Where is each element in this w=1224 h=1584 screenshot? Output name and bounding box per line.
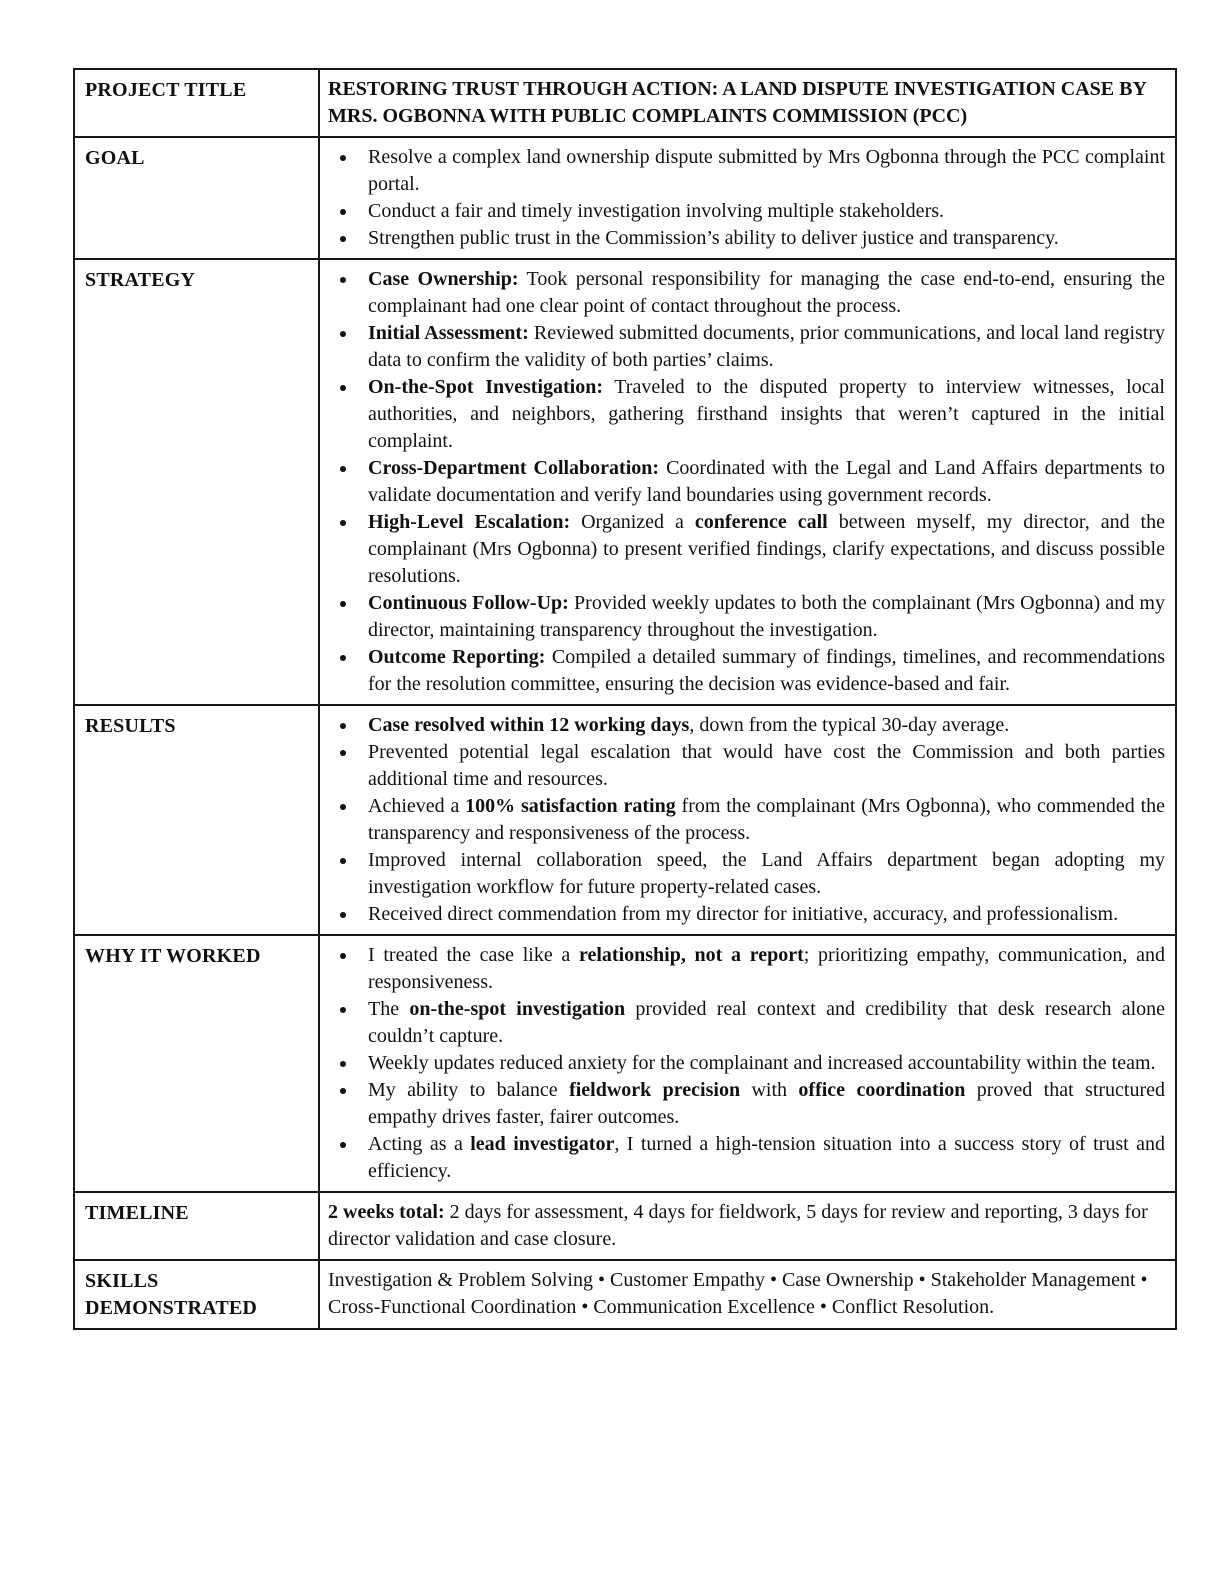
text-segment: relationship, not a report — [578, 944, 804, 966]
bullet-item — [358, 644, 1165, 698]
paragraph-block — [328, 1267, 1165, 1321]
bullet-item — [358, 793, 1165, 847]
text-segment: Strengthen public trust in the Commission’s ability to deliver justice and transparency. — [368, 227, 1059, 249]
row-content — [319, 137, 1176, 259]
text-segment: 2 days for assessment, 4 days for fieldwork, 5 days for review and reporting, 3 days for director validation and case closure. — [328, 1201, 1148, 1250]
bullet-list — [328, 712, 1165, 928]
text-segment: Outcome Reporting: — [368, 646, 546, 668]
text-segment: Prevented potential legal escalation that would have cost the Commission and both parties additional time and resources. — [368, 741, 1165, 790]
bullet-item — [358, 374, 1165, 455]
bullet-item — [358, 712, 1165, 739]
bullet-item — [358, 1077, 1165, 1131]
row-content — [319, 1192, 1176, 1260]
row-label: RESULTS — [74, 705, 319, 935]
paragraph — [328, 76, 1165, 130]
text-segment: with — [740, 1079, 799, 1101]
bullet-item — [358, 320, 1165, 374]
text-segment: , down from the typical 30-day average. — [689, 714, 1010, 736]
text-segment: Achieved a — [368, 795, 466, 817]
text-segment: Investigation & Problem Solving • Customer Empathy • Case Ownership • Stakeholder Management • Cross-Functional Coordination • Communication Excellence • Conflict Resolution. — [328, 1269, 1148, 1318]
text-segment: Traveled to the disputed property to interview witnesses, local authorities, and neighbors, gathering firsthand insights that weren’t captured in the initial complaint. — [368, 376, 1165, 452]
bullet-item — [358, 455, 1165, 509]
bullet-item — [358, 901, 1165, 928]
text-segment: Continuous Follow-Up: — [368, 592, 569, 614]
paragraph — [328, 1199, 1165, 1253]
text-segment: The — [368, 998, 410, 1020]
text-segment: Weekly updates reduced anxiety for the complainant and increased accountability within the team. — [368, 1052, 1156, 1074]
bullet-item — [358, 942, 1165, 996]
text-segment: provided real context and credibility that desk research alone couldn’t capture. — [368, 998, 1165, 1047]
row-content — [319, 259, 1176, 705]
text-segment: proved that structured empathy drives faster, fairer outcomes. — [368, 1079, 1166, 1128]
row-content — [319, 69, 1176, 137]
paragraph-block — [328, 1199, 1165, 1253]
text-segment: Conduct a fair and timely investigation involving multiple stakeholders. — [368, 200, 945, 222]
text-segment: I treated the case like a — [368, 944, 579, 966]
text-segment: Initial Assessment: — [368, 322, 529, 344]
text-segment: Reviewed submitted documents, prior communications, and local land registry data to confirm the validity of both parties’ claims. — [368, 322, 1165, 371]
text-segment: Took personal responsibility for managing the case end-to-end, ensuring the complainant had one clear point of contact throughout the process. — [368, 268, 1165, 317]
text-segment: between myself, my director, and the complainant (Mrs Ogbonna) to present verified findings, clarify expectations, and discuss possible resolutions. — [368, 511, 1165, 587]
text-segment: from the complainant (Mrs Ogbonna), who commended the transparency and responsiveness of the process. — [368, 795, 1165, 844]
table-row — [74, 69, 1176, 137]
text-segment: High-Level Escalation: — [368, 511, 571, 533]
text-segment: 100% satisfaction rating — [465, 795, 676, 817]
text-segment: 2 weeks total: — [328, 1201, 445, 1223]
table-row — [74, 1192, 1176, 1260]
text-segment: Improved internal collaboration speed, the Land Affairs department began adopting my investigation workflow for future property-related cases. — [368, 849, 1165, 898]
paragraph — [328, 1267, 1165, 1321]
table-row — [74, 705, 1176, 935]
text-segment: , I turned a high-tension situation into a success story of trust and efficiency. — [368, 1133, 1165, 1182]
bullet-item — [358, 225, 1165, 252]
bullet-item — [358, 739, 1165, 793]
bullet-item — [358, 1050, 1165, 1077]
bullet-item — [358, 266, 1165, 320]
bullet-item — [358, 198, 1165, 225]
bullet-list — [328, 266, 1165, 698]
bullet-item — [358, 509, 1165, 590]
text-segment: RESTORING TRUST THROUGH ACTION: A LAND DISPUTE INVESTIGATION CASE BY MRS. OGBONNA WITH PUBLIC COMPLAINTS COMMISSION (PCC) — [328, 78, 1147, 127]
text-segment: office coordination — [798, 1079, 966, 1101]
row-label: GOAL — [74, 137, 319, 259]
text-segment: on-the-spot investigation — [409, 998, 626, 1020]
text-segment: lead investigator — [470, 1133, 615, 1155]
row-label: SKILLS DEMONSTRATED — [74, 1260, 319, 1329]
text-segment: Resolve a complex land ownership dispute submitted by Mrs Ogbonna through the PCC complaint portal. — [368, 146, 1165, 195]
case-study-table — [73, 68, 1177, 1330]
text-segment: On-the-Spot Investigation: — [368, 376, 603, 398]
bullet-item — [358, 1131, 1165, 1185]
table-row — [74, 935, 1176, 1192]
bullet-item — [358, 590, 1165, 644]
text-segment: Acting as a — [368, 1133, 471, 1155]
case-study-table-body — [74, 69, 1176, 1329]
row-content — [319, 1260, 1176, 1329]
project-title-text — [328, 76, 1165, 130]
bullet-list — [328, 144, 1165, 252]
table-row — [74, 1260, 1176, 1329]
text-segment: Compiled a detailed summary of findings, timelines, and recommendations for the resolution committee, ensuring the decision was evidence-based and fair. — [368, 646, 1166, 695]
text-segment: fieldwork precision — [569, 1079, 741, 1101]
row-content — [319, 935, 1176, 1192]
text-segment: Received direct commendation from my director for initiative, accuracy, and professionalism. — [368, 903, 1119, 925]
text-segment: Case Ownership: — [368, 268, 519, 290]
text-segment: Provided weekly updates to both the complainant (Mrs Ogbonna) and my director, maintaining transparency throughout the investigation. — [368, 592, 1165, 641]
text-segment: My ability to balance — [368, 1079, 570, 1101]
row-content — [319, 705, 1176, 935]
row-label: TIMELINE — [74, 1192, 319, 1260]
row-label: WHY IT WORKED — [74, 935, 319, 1192]
table-row — [74, 259, 1176, 705]
bullet-item — [358, 144, 1165, 198]
bullet-item — [358, 996, 1165, 1050]
row-label: STRATEGY — [74, 259, 319, 705]
text-segment: Organized a — [570, 511, 695, 533]
text-segment: ; prioritizing empathy, communication, and responsiveness. — [368, 944, 1165, 993]
bullet-item — [358, 847, 1165, 901]
row-label: PROJECT TITLE — [74, 69, 319, 137]
table-row — [74, 137, 1176, 259]
text-segment: Coordinated with the Legal and Land Affairs departments to validate documentation and verify land boundaries using government records. — [368, 457, 1165, 506]
text-segment: Case resolved within 12 working days — [368, 714, 690, 736]
text-segment: Cross-Department Collaboration: — [368, 457, 660, 479]
text-segment: conference call — [694, 511, 828, 533]
bullet-list — [328, 942, 1165, 1185]
